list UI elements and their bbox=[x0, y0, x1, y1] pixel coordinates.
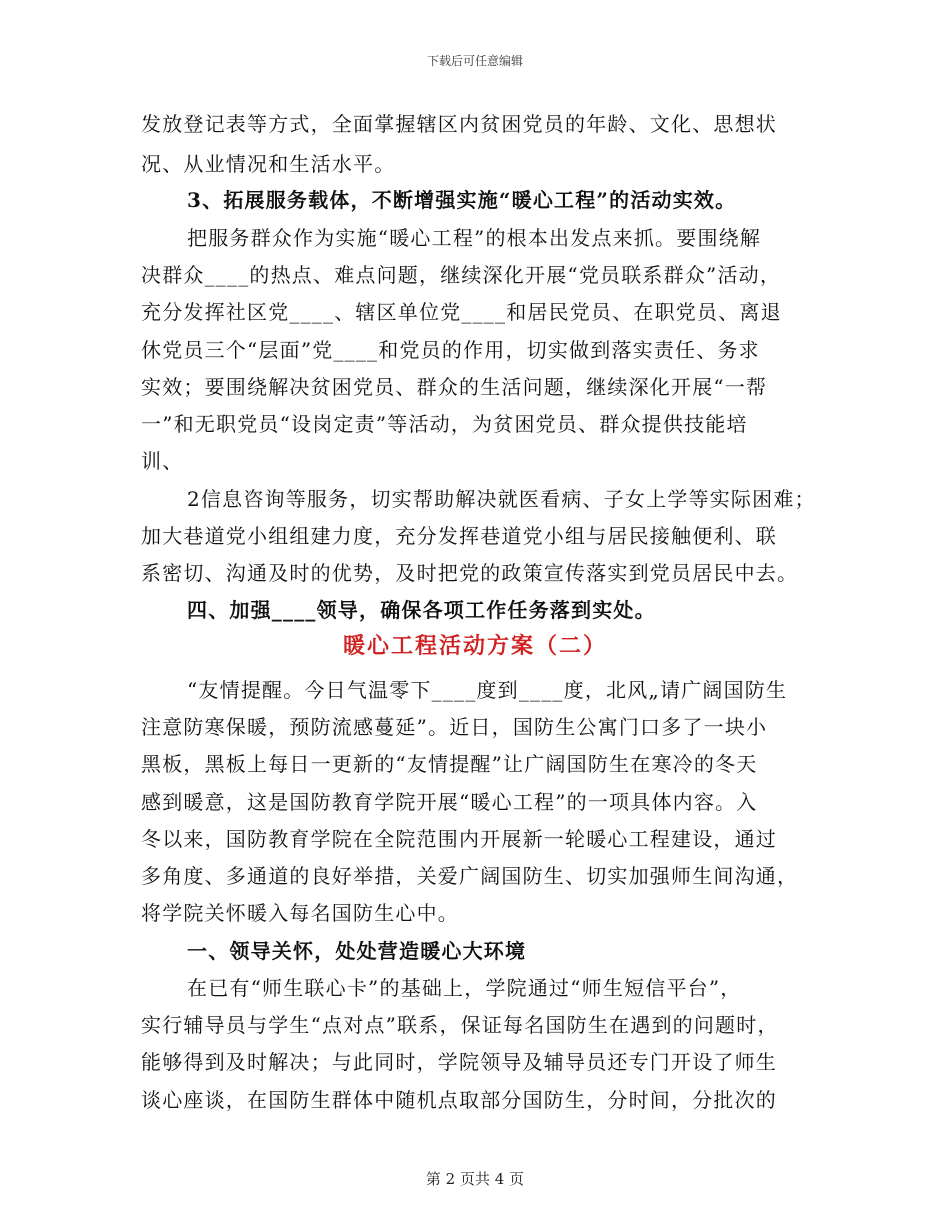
body-line: 冬以来，国防教育学院在全院范围内开展新一轮暖心工程建设，通过 bbox=[141, 827, 777, 851]
body-line: 注意防寒保暖，预防流感蔓延”。近日，国防生公寓门口多了一块小 bbox=[141, 715, 768, 739]
body-line: 感到暖意，这是国防教育学院开展“暖心工程”的一项具体内容。入 bbox=[141, 790, 758, 814]
body-line: “友情提醒。今日气温零下____度到____度，北风„请广阔国防生 bbox=[187, 678, 788, 702]
body-line: 发放登记表等方式，全面掌握辖区内贫困党员的年龄、文化、思想状 bbox=[141, 112, 777, 136]
body-line: 系密切、沟通及时的优势，及时把党的政策宣传落实到党员居民中去。 bbox=[141, 561, 799, 585]
body-line: 能够得到及时解决；与此同时，学院领导及辅导员还专门开设了师生 bbox=[141, 1050, 777, 1074]
body-line: 训、 bbox=[141, 449, 184, 473]
page-footer: 第 2 页共 4 页 bbox=[425, 1170, 525, 1188]
body-line: 黑板，黑板上每日一更新的“友情提醒”让广阔国防生在寒冷的冬天 bbox=[141, 752, 758, 776]
body-line: 加大巷道党小组组建力度，充分发挥巷道党小组与居民接触便利、联 bbox=[141, 524, 777, 548]
body-line: 决群众____的热点、难点问题，继续深化开展“党员联系群众”活动， bbox=[141, 263, 782, 287]
body-line: 2信息咨询等服务，切实帮助解决就医看病、子女上学等实际困难； bbox=[187, 487, 816, 511]
body-line: 谈心座谈，在国防生群体中随机点取部分国防生，分时间，分批次的 bbox=[141, 1088, 777, 1112]
body-line: 充分发挥社区党____、辖区单位党____和居民党员、在职党员、离退 bbox=[141, 300, 782, 324]
body-line: 一”和无职党员“设岗定责”等活动，为贫困党员、群众提供技能培 bbox=[141, 412, 748, 436]
body-line: 将学院关怀暖入每名国防生心中。 bbox=[141, 901, 459, 925]
section-heading: 一、领导关怀，处处营造暖心大环境 bbox=[187, 939, 527, 963]
document-title: 暖心工程活动方案（二） bbox=[342, 633, 607, 659]
section-heading: 四、加强____领导，确保各项工作任务落到实处。 bbox=[187, 598, 656, 622]
subheading: 3、拓展服务载体，不断增强实施“暖心工程”的活动实效。 bbox=[187, 188, 737, 212]
body-line: 多角度、多通道的良好举措，关爱广阔国防生、切实加强师生间沟通， bbox=[141, 864, 799, 888]
body-line: 把服务群众作为实施“暖心工程”的根本出发点来抓。要围绕解 bbox=[187, 226, 762, 250]
body-line: 在已有“师生联心卡”的基础上，学院通过“师生短信平台”， bbox=[187, 976, 742, 1000]
body-line: 实行辅导员与学生“点对点”联系，保证每名国防生在遇到的问题时， bbox=[141, 1013, 779, 1037]
body-line: 休党员三个“层面”党____和党员的作用，切实做到落实责任、务求 bbox=[141, 338, 760, 362]
page-header: 下载后可任意编辑 bbox=[426, 54, 523, 68]
body-line: 况、从业情况和生活水平。 bbox=[141, 152, 396, 176]
body-line: 实效；要围绕解决贫困党员、群众的生活问题，继续深化开展“一帮 bbox=[141, 375, 768, 399]
